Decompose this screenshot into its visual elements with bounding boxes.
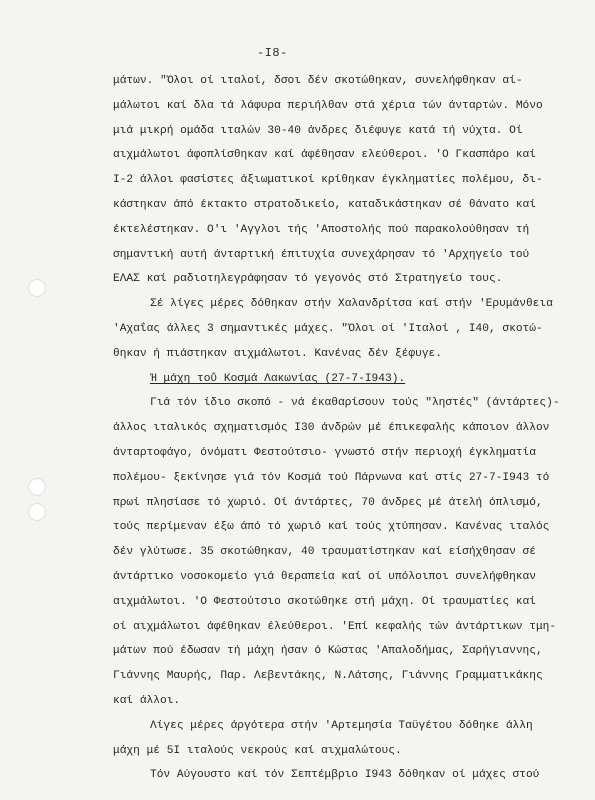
punch-hole-bottom [28, 503, 46, 521]
text-line: άλλος ιταλικός σχηματισμός I30 άνδρών μέ έπικεφαλής κάποιον άλλον [113, 422, 550, 434]
text-line: μάτων πού έδωσαν τή μάχη ήσαν ό Κώστας 'Απαλοδήμας, Σαρήγιαννης, [113, 645, 543, 657]
page-number: -I8- [257, 46, 288, 60]
text-line: οί αιχμάλωτοι άφέθηκαν έλεύθεροι. 'Επί κεφαλής τών άντάρτικων τμη- [113, 621, 557, 633]
text-line: δέν γλύτωσε. 35 σκοτώθηκαν, 40 τραυματίστηκαν καί είσήχθησαν σέ [113, 546, 536, 558]
text-line: μάχη μέ 5I ιταλούς νεκρούς καί αιχμαλώτους. [113, 745, 402, 757]
text-line: Γιά τόν ίδιο σκοπό - νά έκαθαρίσουν τούς "ληστές" (άντάρτες)- [150, 397, 560, 409]
text-line: άνταρτοφάγο, όνόματι Φεστούτσιο- γνωστό στήν περιοχή έγκληματία [113, 447, 536, 459]
text-line: 'Αχαΐας άλλες 3 σημαντικές μάχες. "Όλοι οί 'Ιταλοί , I40, σκοτώ- [113, 323, 543, 335]
text-line: ΕΛΑΣ καί ραδιοτηλεγράφησαν τό γεγονός στό Στρατηγείο τους. [113, 273, 503, 285]
punch-hole-top [28, 279, 46, 297]
text-line: καί άλλοι. [113, 695, 181, 707]
punch-hole-middle [28, 478, 46, 496]
text-line: μιά μικρή ομάδα ιταλών 30-40 άνδρες διέφυγε κατά τή νύχτα. Οί [113, 125, 523, 137]
text-line: μάτων. "Όλοι οί ιταλοί, δσοι δέν σκοτώθηκαν, συνελήφθηκαν αί- [113, 75, 523, 87]
text-line: Σέ λίγες μέρες δόθηκαν στήν Χαλανδρίτσα καί στήν 'Ερυμάνθεια [150, 298, 553, 310]
text-line: Λίγες μέρες άργότερα στήν 'Αρτεμησία Ταϋγέτου δόθηκε άλλη [150, 720, 533, 732]
text-line: πρωί πλησίασε τό χωριό. Οί άντάρτες, 70 άνδρες μέ άτελή όπλισμό, [113, 497, 543, 509]
section-heading: Ή μάχη τοΰ Κοσμά Λακωνίας (27-7-I943). [150, 373, 406, 385]
text-line: μάλωτοι καί δλα τά λάφυρα περιήλθαν στά χέρια τών άνταρτών. Μόνο [113, 100, 543, 112]
text-line: Τόν Αύγουστο καί τόν Σεπτέμβριο I943 δόθηκαν οί μάχες στού [150, 769, 540, 781]
text-line: άντάρτικο νοσοκομείο γιά θεραπεία καί οί υπόλοιποι συνελήφθηκαν [113, 571, 536, 583]
text-line: αιχμάλωτοι. 'Ο Φεστούτσιο σκοτώθηκε στή μάχη. Οί τραυματίες καί [113, 596, 536, 608]
text-line: κάστηκαν άπό έκτακτο στρατοδικείο, καταδικάστηκαν σέ θάνατο καί [113, 199, 536, 211]
text-line: I-2 άλλοι φασίστες άξιωματικοί κρίθηκαν έγκληματίες πολέμου, δι- [113, 174, 543, 186]
text-line: σημαντική αυτή άνταρτική έπιτυχία συνεχάρησαν τό 'Αρχηγείο τού [113, 249, 530, 261]
text-line: Γιάννης Μαυρής, Παρ. Λεβεντάκης, Ν.Λάτσης, Γιάννης Γραμματικάκης [113, 670, 543, 682]
text-line: τούς περίμεναν έξω άπό τό χωριό καί τούς χτύπησαν. Κανένας ιταλός [113, 521, 550, 533]
text-line: θηκαν ή πιάστηκαν αιχμάλωτοι. Κανένας δέν ξέφυγε. [113, 348, 442, 360]
text-line: έκτελέστηκαν. Ο'ι 'Αγγλοι τής 'Αποστολής πού παρακολούθησαν τή [113, 224, 530, 236]
text-line: αιχμάλωτοι άφοπλίσθηκαν καί άφέθησαν ελεύθεροι. 'Ο Γκασπάρο καί [113, 149, 536, 161]
text-line: πολέμου- ξεκίνησε γιά τόν Κοσμά τού Πάρνωνα καί στίς 27-7-I943 τό [113, 472, 550, 484]
